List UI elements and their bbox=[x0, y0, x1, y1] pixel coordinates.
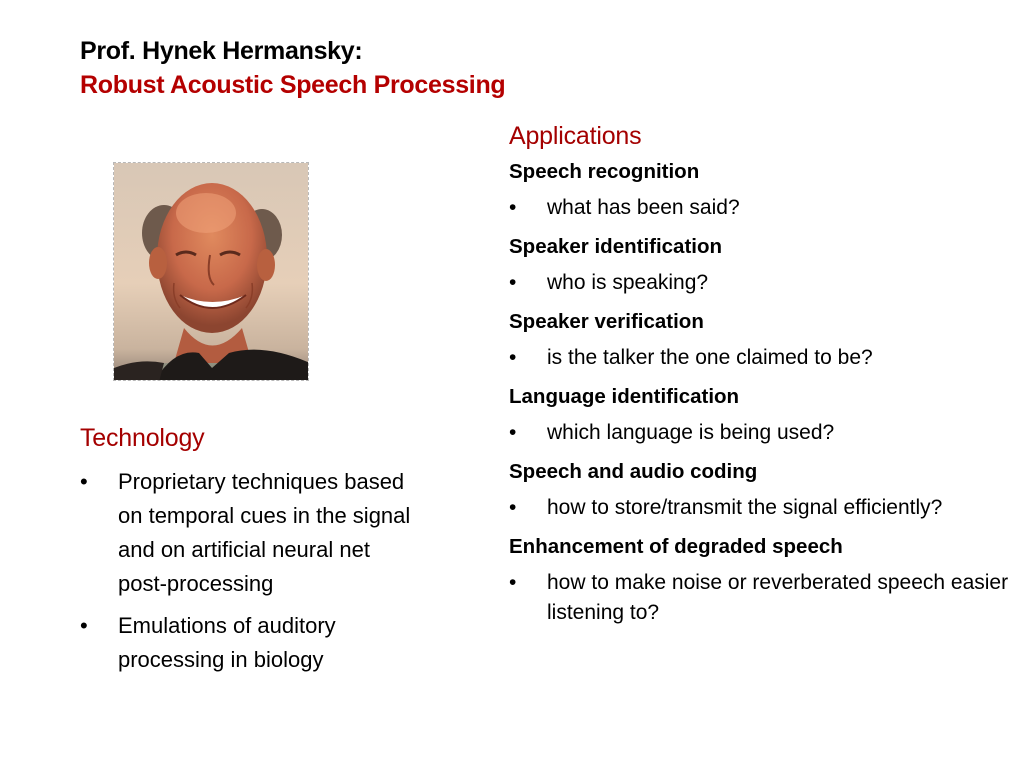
bullet-text: who is speaking? bbox=[547, 271, 709, 294]
title-presenter: Prof. Hynek Hermansky: bbox=[80, 37, 363, 65]
bullet-text: what has been said? bbox=[547, 196, 740, 219]
application-title: Speech recognition bbox=[509, 160, 700, 183]
application-title: Language identification bbox=[509, 385, 740, 408]
application-title: Enhancement of degraded speech bbox=[509, 535, 843, 558]
bullet-marker: • bbox=[509, 346, 517, 369]
application-item bbox=[509, 157, 1009, 223]
application-title: Speech and audio coding bbox=[509, 460, 758, 483]
application-bullet-list bbox=[509, 568, 1009, 628]
application-bullet-list bbox=[509, 193, 1009, 223]
application-bullet-list bbox=[509, 268, 1009, 298]
application-bullet bbox=[509, 568, 1009, 628]
applications-heading: Applications bbox=[509, 122, 642, 150]
application-item bbox=[509, 307, 1009, 373]
application-bullet bbox=[509, 418, 1009, 448]
application-item bbox=[509, 232, 1009, 298]
application-bullet bbox=[509, 268, 1009, 298]
technology-bullet bbox=[80, 609, 420, 677]
application-item bbox=[509, 457, 1009, 523]
bullet-text: how to store/transmit the signal efficiently? bbox=[547, 496, 943, 519]
bullet-text: which language is being used? bbox=[547, 421, 835, 444]
application-bullet-list bbox=[509, 343, 1009, 373]
application-bullet bbox=[509, 493, 1009, 523]
bullet-text: Proprietary techniques based on temporal cues in the signal and on artificial neural net post-processing bbox=[118, 469, 411, 596]
bullet-marker: • bbox=[509, 421, 517, 444]
application-bullet-list bbox=[509, 493, 1009, 523]
bullet-text: Emulations of auditory processing in biology bbox=[118, 613, 336, 672]
bullet-text: is the talker the one claimed to be? bbox=[547, 346, 873, 369]
slide-title bbox=[80, 34, 505, 102]
technology-bullet bbox=[80, 465, 420, 601]
bullet-marker: • bbox=[509, 571, 517, 594]
application-bullet-list bbox=[509, 418, 1009, 448]
application-title: Speaker verification bbox=[509, 310, 704, 333]
applications-section bbox=[509, 120, 1009, 637]
portrait-photo bbox=[113, 162, 309, 381]
bullet-marker: • bbox=[80, 613, 88, 638]
technology-heading: Technology bbox=[80, 424, 205, 452]
application-title: Speaker identification bbox=[509, 235, 723, 258]
bullet-marker: • bbox=[509, 271, 517, 294]
application-bullet bbox=[509, 343, 1009, 373]
title-topic: Robust Acoustic Speech Processing bbox=[80, 71, 506, 99]
application-item bbox=[509, 382, 1009, 448]
bullet-marker: • bbox=[509, 196, 517, 219]
bullet-marker: • bbox=[80, 469, 88, 494]
bullet-text: how to make noise or reverberated speech easier listening to? bbox=[547, 571, 1009, 624]
technology-section bbox=[80, 422, 420, 685]
bullet-marker: • bbox=[509, 496, 517, 519]
technology-bullet-list bbox=[80, 465, 420, 677]
application-item bbox=[509, 532, 1009, 628]
application-bullet bbox=[509, 193, 1009, 223]
